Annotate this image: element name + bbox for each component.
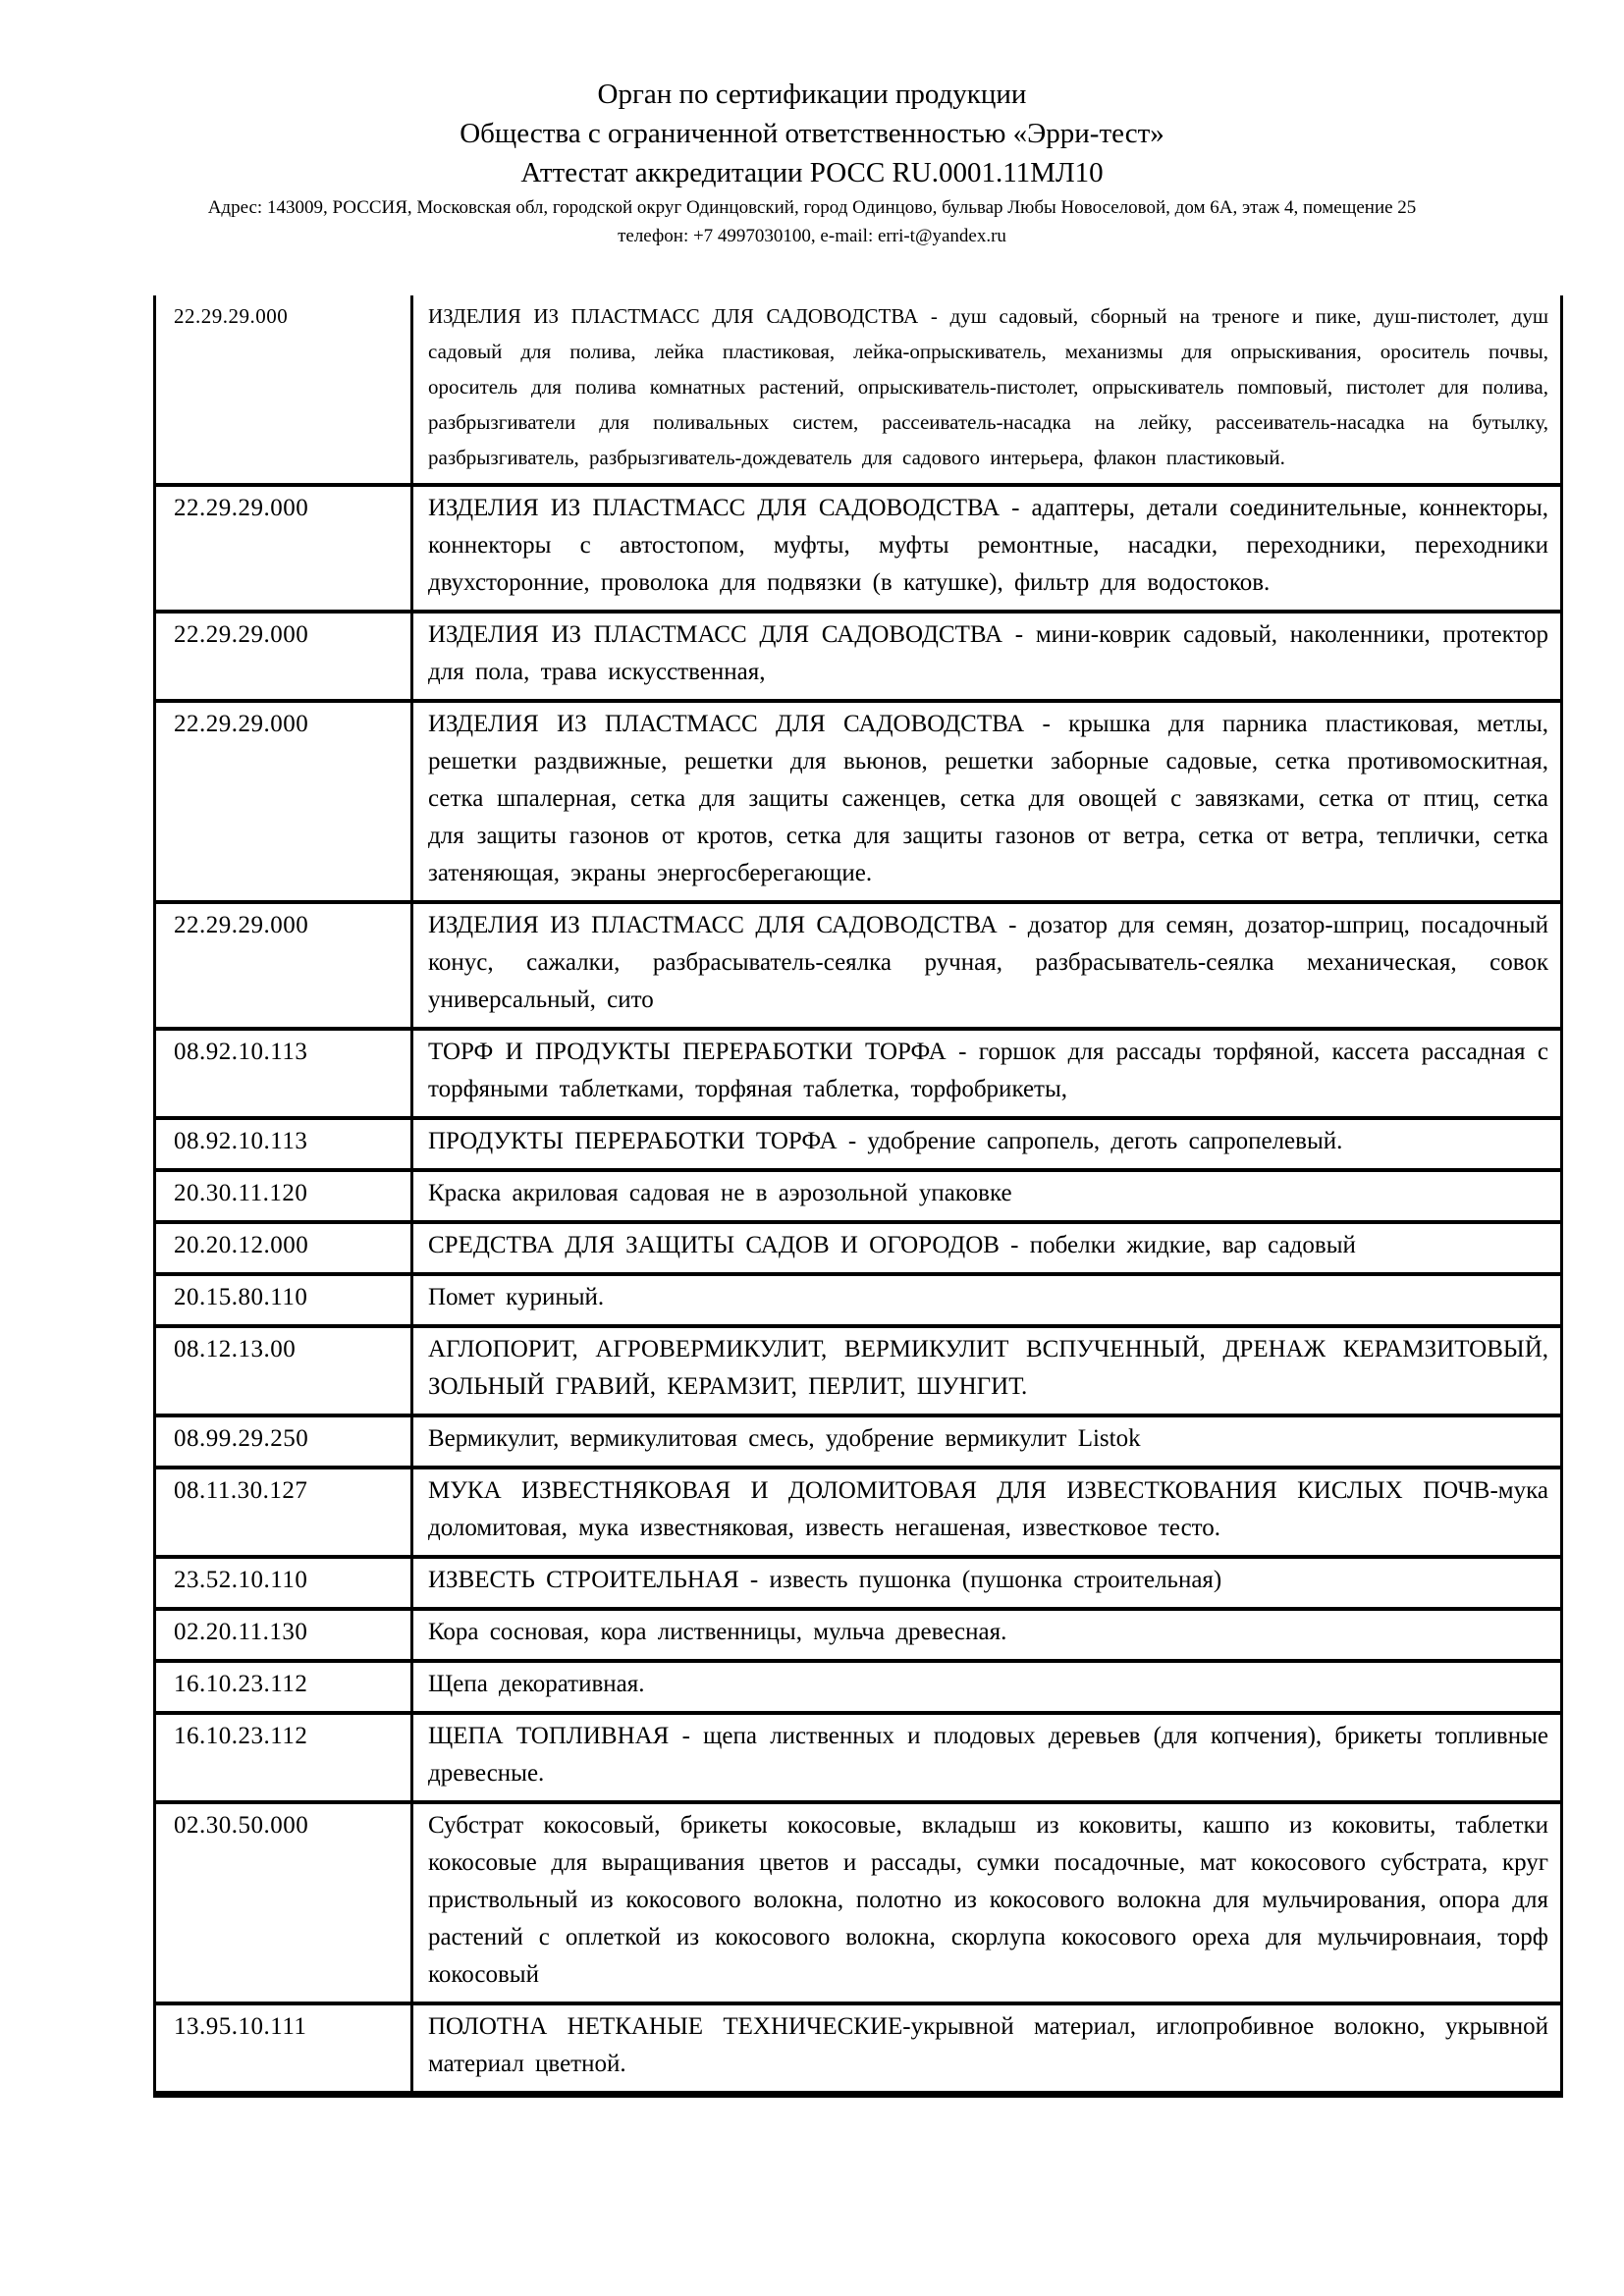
product-description-cell: ПОЛОТНА НЕТКАНЫЕ ТЕХНИЧЕСКИЕ-укрывной материал, иглопробивное волокно, укрывной материал цветной. xyxy=(412,2003,1562,2095)
accreditation-certificate: Аттестат аккредитации РОСС RU.0001.11МЛ10 xyxy=(520,157,1104,188)
product-code-cell: 16.10.23.112 xyxy=(155,1661,412,1713)
product-code-cell: 23.52.10.110 xyxy=(155,1557,412,1609)
address-line: Адрес: 143009, РОССИЯ, Московская обл, городской округ Одинцовский, город Одинцово, бульвар Любы Новоселовой, дом 6А, этаж 4, помещение 25 xyxy=(207,197,1417,218)
table-row xyxy=(155,612,1562,701)
product-code-cell: 22.29.29.000 xyxy=(155,701,412,902)
product-code-cell: 08.99.29.250 xyxy=(155,1415,412,1468)
product-description-cell: ИЗДЕЛИЯ ИЗ ПЛАСТМАСС ДЛЯ САДОВОДСТВА - адаптеры, детали соединительные, коннекторы, коннекторы с автостопом, муфты, муфты ремонтные, насадки, переходники, переходники двухсторонние, проволока для подвязки (в катушке), фильтр для водостоков. xyxy=(412,485,1562,612)
product-code-cell: 22.29.29.000 xyxy=(155,295,412,485)
product-code-cell: 20.30.11.120 xyxy=(155,1170,412,1222)
product-code-cell: 02.30.50.000 xyxy=(155,1802,412,2003)
product-description-cell: ИЗДЕЛИЯ ИЗ ПЛАСТМАСС ДЛЯ САДОВОДСТВА - душ садовый, сборный на треноге и пике, душ-пистолет, душ садовый для полива, лейка пластиковая, лейка-опрыскиватель, механизмы для опрыскивания, ороситель почвы, ороситель для полива комнатных растений, опрыскиватель-пистолет, опрыскиватель помповый, пистолет для полива, разбрызгиватели для поливальных систем, рассеиватель-насадка на лейку, рассеиватель-насадка на бутылку, разбрызгиватель, разбрызгиватель-дождеватель для садового интерьера, флакон пластиковый. xyxy=(412,295,1562,485)
product-table-body xyxy=(155,295,1562,2095)
table-row xyxy=(155,2003,1562,2095)
product-description-cell: Кора сосновая, кора лиственницы, мульча древесная. xyxy=(412,1609,1562,1661)
table-row xyxy=(155,1274,1562,1326)
table-row xyxy=(155,1415,1562,1468)
table-row xyxy=(155,1468,1562,1557)
organization-name: Общества с ограниченной ответственностью «Эрри-тест» xyxy=(460,118,1164,149)
table-row xyxy=(155,701,1562,902)
product-code-cell: 22.29.29.000 xyxy=(155,485,412,612)
table-row xyxy=(155,485,1562,612)
table-row xyxy=(155,1557,1562,1609)
product-code-cell: 08.11.30.127 xyxy=(155,1468,412,1557)
product-description-cell: Субстрат кокосовый, брикеты кокосовые, вкладыш из коковиты, кашпо из коковиты, таблетки кокосовые для выращивания цветов и рассады, сумки посадочные, мат кокосового субстрата, круг приствольный из кокосового волокна, полотно из кокосового волокна для мульчирования, опора для растений с оплеткой из кокосового волокна, скорлупа кокосового ореха для мульчировнаия, торф кокосовый xyxy=(412,1802,1562,2003)
product-code-cell: 02.20.11.130 xyxy=(155,1609,412,1661)
table-row xyxy=(155,1222,1562,1274)
product-description-cell: ТОРФ И ПРОДУКТЫ ПЕРЕРАБОТКИ ТОРФА - горшок для рассады торфяной, кассета рассадная с торфяными таблетками, торфяная таблетка, торфобрикеты, xyxy=(412,1029,1562,1118)
product-description-cell: Краска акриловая садовая не в аэрозольной упаковке xyxy=(412,1170,1562,1222)
product-code-cell: 22.29.29.000 xyxy=(155,902,412,1029)
product-description-cell: Вермикулит, вермикулитовая смесь, удобрение вермикулит Listok xyxy=(412,1415,1562,1468)
product-description-cell: СРЕДСТВА ДЛЯ ЗАЩИТЫ САДОВ И ОГОРОДОВ - побелки жидкие, вар садовый xyxy=(412,1222,1562,1274)
product-description-cell: ПРОДУКТЫ ПЕРЕРАБОТКИ ТОРФА - удобрение сапропель, деготь сапропелевый. xyxy=(412,1118,1562,1170)
product-table xyxy=(153,295,1563,2098)
product-code-cell: 13.95.10.111 xyxy=(155,2003,412,2095)
product-code-cell: 16.10.23.112 xyxy=(155,1713,412,1802)
product-code-cell: 22.29.29.000 xyxy=(155,612,412,701)
product-description-cell: МУКА ИЗВЕСТНЯКОВАЯ И ДОЛОМИТОВАЯ ДЛЯ ИЗВЕСТКОВАНИЯ КИСЛЫХ ПОЧВ-мука доломитовая, мука известняковая, известь негашеная, известковое тесто. xyxy=(412,1468,1562,1557)
product-description-cell: ЩЕПА ТОПЛИВНАЯ - щепа лиственных и плодовых деревьев (для копчения), брикеты топливные древесные. xyxy=(412,1713,1562,1802)
table-row xyxy=(155,1170,1562,1222)
product-code-cell: 08.92.10.113 xyxy=(155,1118,412,1170)
product-code-cell: 08.92.10.113 xyxy=(155,1029,412,1118)
table-row xyxy=(155,1661,1562,1713)
table-row xyxy=(155,295,1562,485)
certification-body-title: Орган по сертификации продукции xyxy=(597,79,1027,110)
product-description-cell: ИЗДЕЛИЯ ИЗ ПЛАСТМАСС ДЛЯ САДОВОДСТВА - крышка для парника пластиковая, метлы, решетки раздвижные, решетки для вьюнов, решетки заборные садовые, сетка противомоскитная, сетка шпалерная, сетка для защиты саженцев, сетка для овощей с завязками, сетка от птиц, сетка для защиты газонов от кротов, сетка для защиты газонов от ветра, сетка от ветра, теплички, сетка затеняющая, экраны энергосберегающие. xyxy=(412,701,1562,902)
product-code-cell: 20.20.12.000 xyxy=(155,1222,412,1274)
table-row xyxy=(155,1326,1562,1415)
product-description-cell: АГЛОПОРИТ, АГРОВЕРМИКУЛИТ, ВЕРМИКУЛИТ ВСПУЧЕННЫЙ, ДРЕНАЖ КЕРАМЗИТОВЫЙ, ЗОЛЬНЫЙ ГРАВИЙ, КЕРАМЗИТ, ПЕРЛИТ, ШУНГИТ. xyxy=(412,1326,1562,1415)
product-description-cell: Помет куриный. xyxy=(412,1274,1562,1326)
table-row xyxy=(155,1609,1562,1661)
contact-line: телефон: +7 4997030100, e-mail: erri-t@yandex.ru xyxy=(618,226,1006,246)
product-code-cell: 20.15.80.110 xyxy=(155,1274,412,1326)
table-row xyxy=(155,1713,1562,1802)
product-description-cell: Щепа декоративная. xyxy=(412,1661,1562,1713)
product-description-cell: ИЗВЕСТЬ СТРОИТЕЛЬНАЯ - известь пушонка (пушонка строительная) xyxy=(412,1557,1562,1609)
table-row xyxy=(155,902,1562,1029)
product-code-cell: 08.12.13.00 xyxy=(155,1326,412,1415)
table-row xyxy=(155,1118,1562,1170)
table-row xyxy=(155,1029,1562,1118)
document-header xyxy=(0,0,1624,250)
product-description-cell: ИЗДЕЛИЯ ИЗ ПЛАСТМАСС ДЛЯ САДОВОДСТВА - дозатор для семян, дозатор-шприц, посадочный конус, сажалки, разбрасыватель-сеялка ручная, разбрасыватель-сеялка механическая, совок универсальный, сито xyxy=(412,902,1562,1029)
product-description-cell: ИЗДЕЛИЯ ИЗ ПЛАСТМАСС ДЛЯ САДОВОДСТВА - мини-коврик садовый, наколенники, протектор для пола, трава искусственная, xyxy=(412,612,1562,701)
table-row xyxy=(155,1802,1562,2003)
